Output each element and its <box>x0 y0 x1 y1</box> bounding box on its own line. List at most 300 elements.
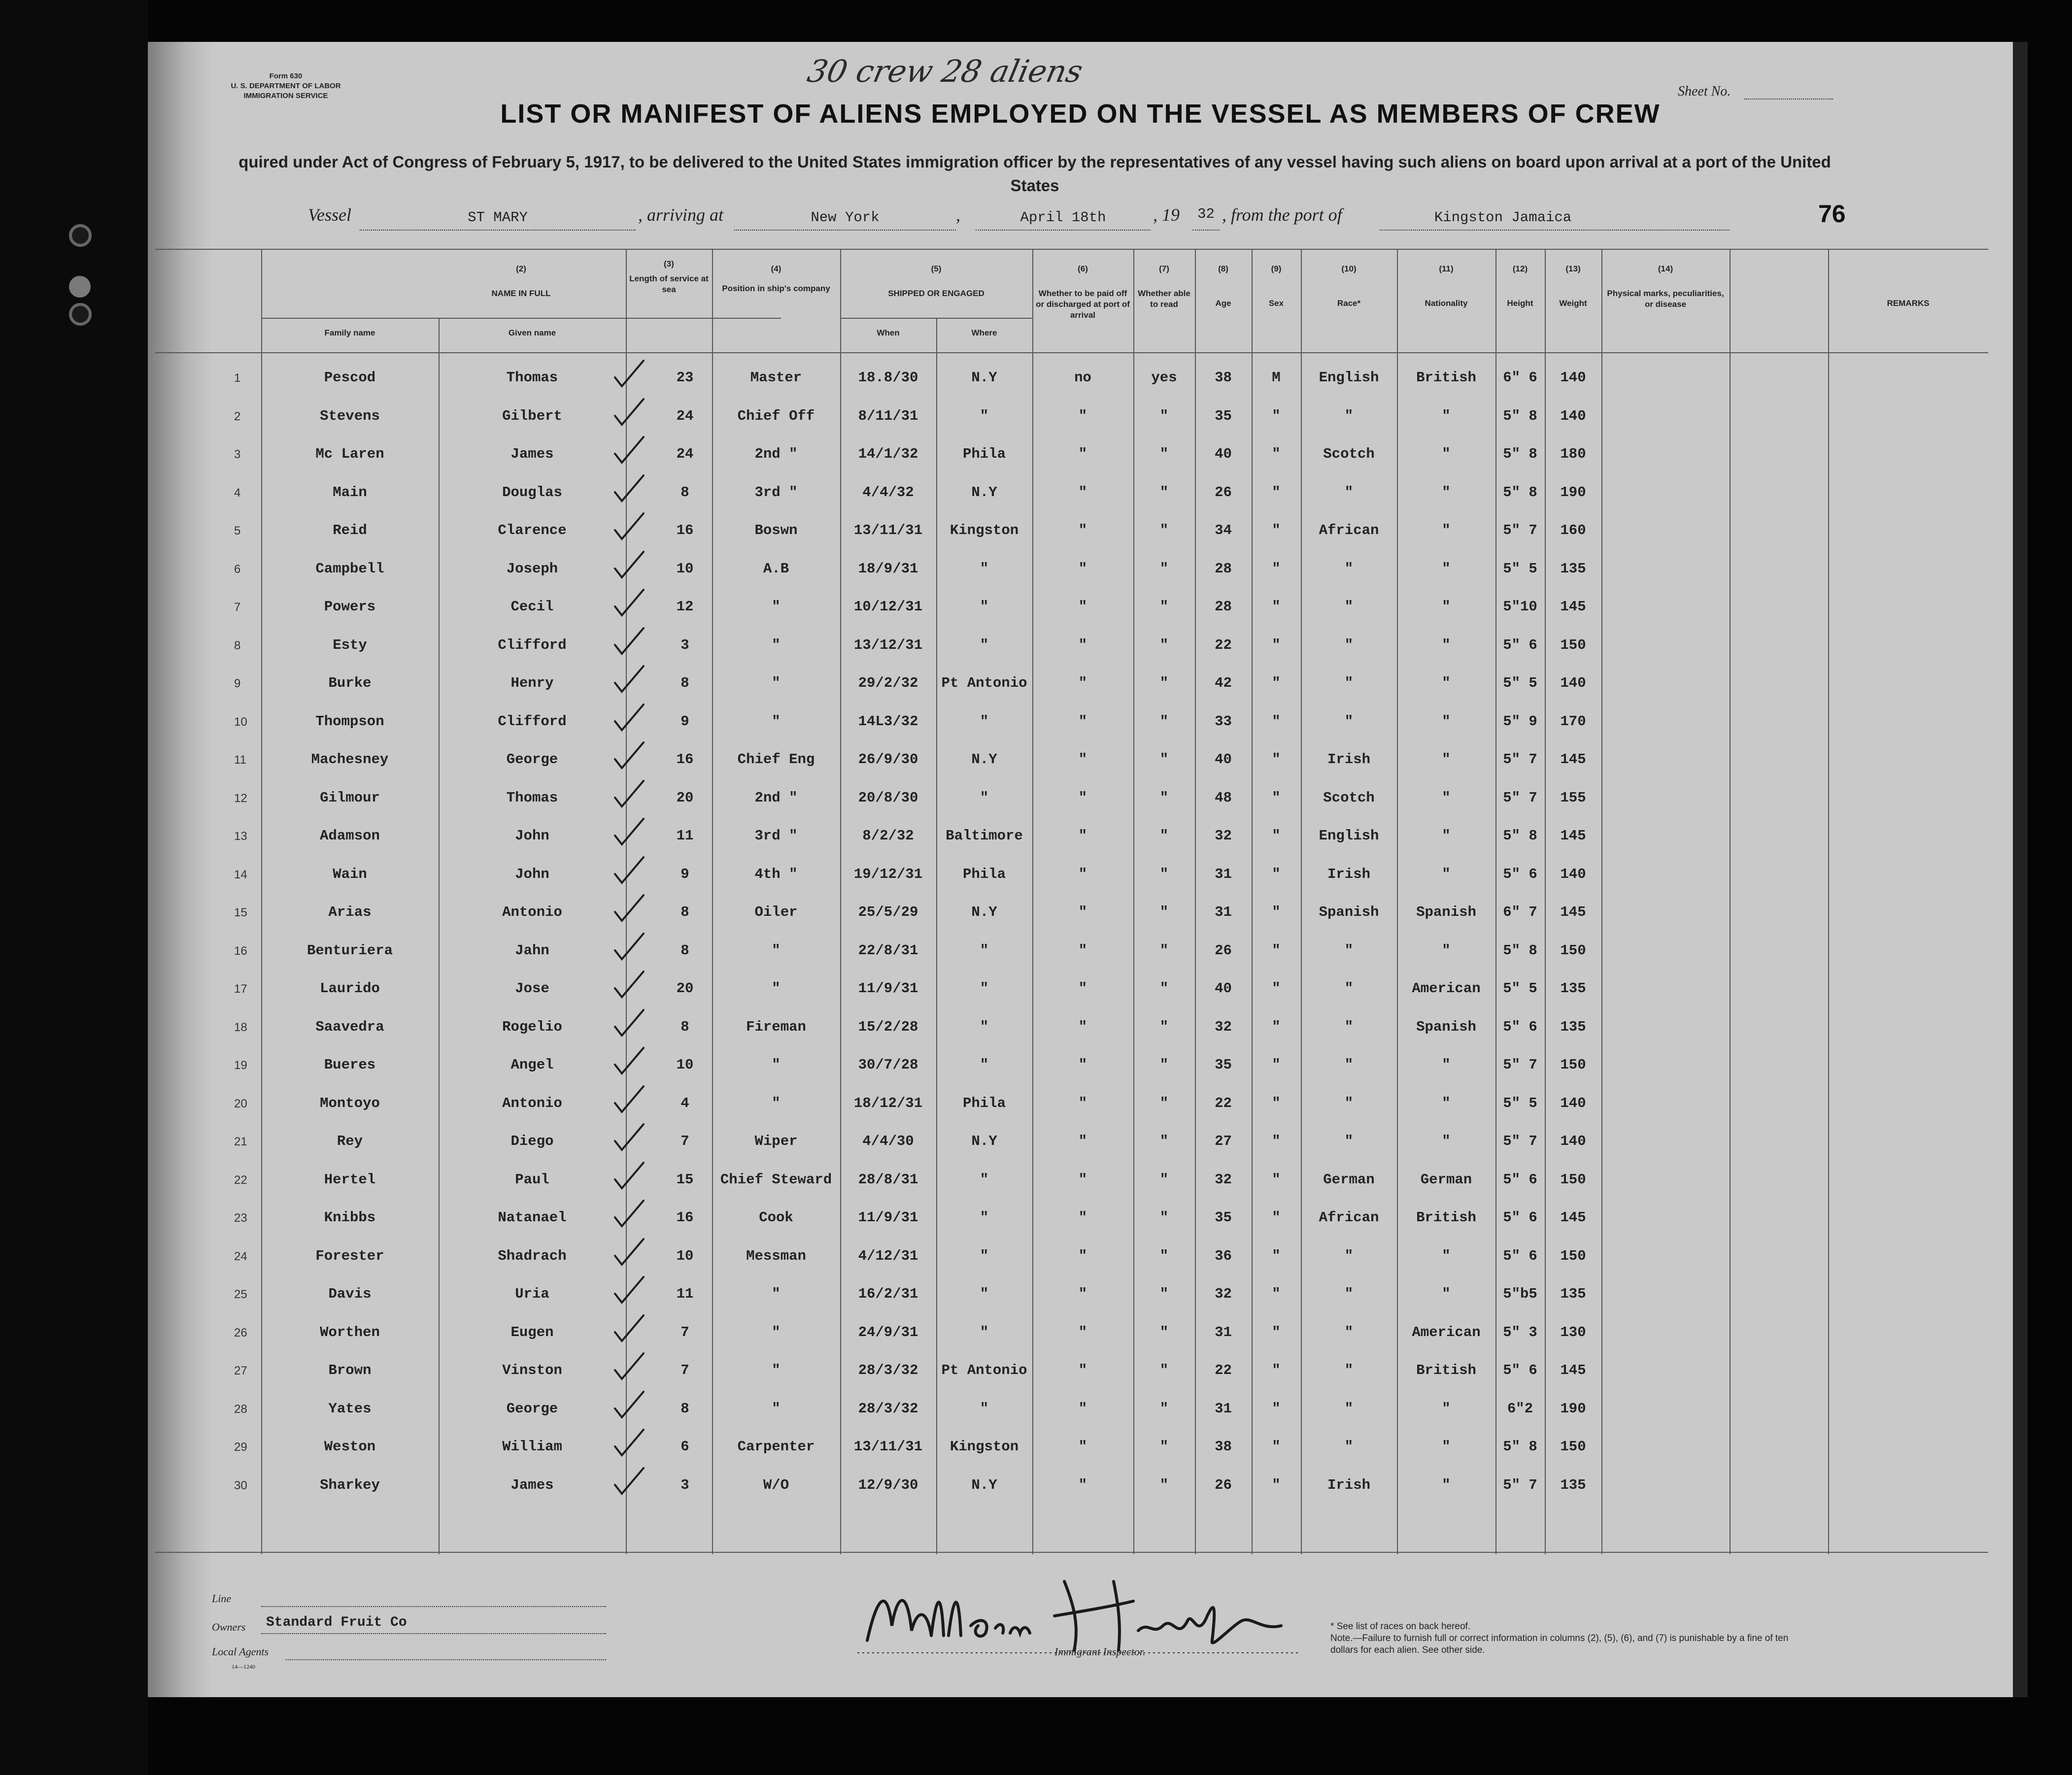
paid-off: " <box>1078 713 1087 730</box>
family-name: Benturiera <box>306 942 393 959</box>
height: 5" 8 <box>1503 1439 1537 1455</box>
nationality: American <box>1412 1324 1481 1340</box>
nationality: " <box>1442 599 1451 615</box>
shipped-where: " <box>980 789 989 806</box>
able-to-read: " <box>1159 980 1169 997</box>
position: Cook <box>759 1209 793 1226</box>
form-code: 14—1240 <box>232 1663 255 1670</box>
check-mark-icon <box>611 779 645 808</box>
check-mark-icon <box>611 626 645 656</box>
vessel-name: ST MARY <box>468 209 528 226</box>
race: " <box>1344 599 1354 615</box>
shipped-when: 25/5/29 <box>858 904 918 920</box>
table-rule <box>261 318 781 319</box>
family-name: Machesney <box>311 751 389 768</box>
race: " <box>1344 1400 1354 1417</box>
shipped-where: Kingston <box>950 522 1019 538</box>
age: 36 <box>1215 1247 1232 1264</box>
check-mark-icon <box>611 664 645 694</box>
binder-strip <box>0 0 148 1775</box>
position: 4th " <box>754 866 798 882</box>
nationality: " <box>1442 789 1451 806</box>
able-to-read: " <box>1159 713 1169 730</box>
family-name: Powers <box>324 599 376 615</box>
col-rule <box>1032 249 1033 1554</box>
hdr-col-10: (10) <box>1341 264 1357 273</box>
sex: M <box>1272 369 1281 386</box>
race: " <box>1344 560 1354 577</box>
length-of-service: 16 <box>676 751 694 768</box>
length-of-service: 7 <box>680 1324 689 1340</box>
sex: " <box>1272 1476 1281 1493</box>
nationality: " <box>1442 713 1451 730</box>
binder-hole <box>69 303 92 326</box>
row-number: 8 <box>234 638 241 652</box>
paid-off: " <box>1078 1095 1087 1111</box>
sex: " <box>1272 636 1281 653</box>
length-of-service: 8 <box>680 675 689 691</box>
hdr-where: Where <box>971 328 997 337</box>
able-to-read: " <box>1159 599 1169 615</box>
paid-off: " <box>1078 1286 1087 1302</box>
length-of-service: 8 <box>680 1400 689 1417</box>
row-number: 21 <box>234 1135 247 1148</box>
sex: " <box>1272 1400 1281 1417</box>
table-rule <box>155 352 1988 353</box>
sex: " <box>1272 904 1281 920</box>
shipped-where: " <box>980 1057 989 1073</box>
height: 5" 6 <box>1503 866 1537 882</box>
length-of-service: 8 <box>680 942 689 959</box>
length-of-service: 9 <box>680 866 689 882</box>
height: 5"b5 <box>1503 1286 1537 1302</box>
check-mark-icon <box>611 397 645 427</box>
hdr-sex: Sex <box>1268 299 1284 308</box>
row-number: 17 <box>234 982 247 996</box>
height: 5" 5 <box>1503 675 1537 691</box>
length-of-service: 10 <box>676 1247 694 1264</box>
given-name: William <box>502 1439 562 1455</box>
nationality: " <box>1442 1286 1451 1302</box>
nationality: Spanish <box>1416 904 1476 920</box>
arriving-field-line <box>734 230 956 231</box>
height: 6" 7 <box>1503 904 1537 920</box>
check-mark-icon <box>611 740 645 770</box>
hdr-nationality: Nationality <box>1425 299 1468 308</box>
hdr-col-4: (4) <box>771 264 781 273</box>
shipped-where: Kingston <box>950 1439 1019 1455</box>
family-name: Stevens <box>320 407 380 424</box>
page-title: LIST OR MANIFEST OF ALIENS EMPLOYED ON THE VESSEL AS MEMBERS OF CREW <box>500 99 1661 129</box>
family-name: Laurido <box>320 980 380 997</box>
paid-off: " <box>1078 1324 1087 1340</box>
race: " <box>1344 1018 1354 1035</box>
family-name: Main <box>333 484 367 501</box>
sex: " <box>1272 599 1281 615</box>
local-agents-label: Local Agents <box>212 1645 269 1658</box>
nationality: Spanish <box>1416 1018 1476 1035</box>
age: 22 <box>1215 1362 1232 1378</box>
given-name: Angel <box>510 1057 554 1073</box>
check-mark-icon <box>611 970 645 999</box>
weight: 140 <box>1560 1133 1586 1149</box>
age: 31 <box>1215 1400 1232 1417</box>
check-mark-icon <box>611 893 645 923</box>
row-number: 19 <box>234 1059 247 1072</box>
shipped-when: 18/12/31 <box>853 1095 923 1111</box>
position: Master <box>750 369 802 386</box>
shipped-when: 10/12/31 <box>853 599 923 615</box>
check-mark-icon <box>611 703 645 732</box>
shipped-when: 30/7/28 <box>858 1057 918 1073</box>
paid-off: " <box>1078 942 1087 959</box>
hdr-col-9: (9) <box>1271 264 1282 273</box>
shipped-when: 26/9/30 <box>858 751 918 768</box>
shipped-where: " <box>980 1171 989 1188</box>
position: Wiper <box>754 1133 798 1149</box>
able-to-read: " <box>1159 1171 1169 1188</box>
sex: " <box>1272 484 1281 501</box>
family-name: Wain <box>333 866 367 882</box>
paid-off: " <box>1078 1209 1087 1226</box>
hdr-age: Age <box>1215 299 1231 308</box>
paid-off: " <box>1078 980 1087 997</box>
nationality: " <box>1442 866 1451 882</box>
sheet-number-label: Sheet No. <box>1678 84 1731 99</box>
height: 5" 7 <box>1503 1476 1537 1493</box>
age: 31 <box>1215 866 1232 882</box>
able-to-read: " <box>1159 1247 1169 1264</box>
nationality: " <box>1442 1439 1451 1455</box>
row-number: 15 <box>234 906 247 919</box>
age: 32 <box>1215 1018 1232 1035</box>
row-number: 4 <box>234 486 241 500</box>
check-mark-icon <box>611 1390 645 1419</box>
row-number: 11 <box>234 753 246 767</box>
table-rule <box>155 249 1988 250</box>
hdr-col-11: (11) <box>1439 264 1454 273</box>
length-of-service: 7 <box>680 1133 689 1149</box>
height: 5" 6 <box>1503 636 1537 653</box>
shipped-where: N.Y <box>971 484 997 501</box>
able-to-read: " <box>1159 560 1169 577</box>
form-identifier: Form 630 U. S. DEPARTMENT OF LABOR IMMIGRATION SERVICE <box>231 72 341 100</box>
position: 2nd " <box>754 789 798 806</box>
given-name: John <box>515 828 549 844</box>
given-name: Joseph <box>506 560 558 577</box>
sex: " <box>1272 1247 1281 1264</box>
paid-off: " <box>1078 522 1087 538</box>
height: 5" 7 <box>1503 1133 1537 1149</box>
weight: 135 <box>1560 980 1586 997</box>
age: 40 <box>1215 751 1232 768</box>
paid-off: " <box>1078 1247 1087 1264</box>
age: 33 <box>1215 713 1232 730</box>
age: 26 <box>1215 1476 1232 1493</box>
table-rule <box>155 1552 1988 1553</box>
paid-off: " <box>1078 1476 1087 1493</box>
row-number: 25 <box>234 1288 247 1301</box>
given-name: George <box>506 751 558 768</box>
paid-off: " <box>1078 751 1087 768</box>
height: 5" 5 <box>1503 1095 1537 1111</box>
position: " <box>772 636 781 653</box>
row-number: 22 <box>234 1173 247 1187</box>
hdr-col-6: (6) <box>1078 264 1088 273</box>
family-name: Hertel <box>324 1171 376 1188</box>
length-of-service: 11 <box>676 1286 694 1302</box>
race: Spanish <box>1319 904 1379 920</box>
check-mark-icon <box>611 1008 645 1038</box>
shipped-where: Phila <box>962 1095 1006 1111</box>
sex: " <box>1272 1362 1281 1378</box>
family-name: Thompson <box>315 713 384 730</box>
length-of-service: 10 <box>676 1057 694 1073</box>
sex: " <box>1272 713 1281 730</box>
position: Boswn <box>754 522 798 538</box>
hdr-col-7: (7) <box>1159 264 1169 273</box>
check-mark-icon <box>611 1084 645 1114</box>
age: 31 <box>1215 904 1232 920</box>
weight: 130 <box>1560 1324 1586 1340</box>
length-of-service: 24 <box>676 407 694 424</box>
race: " <box>1344 1057 1354 1073</box>
height: 6" 6 <box>1503 369 1537 386</box>
age: 35 <box>1215 1057 1232 1073</box>
sex: " <box>1272 1057 1281 1073</box>
check-mark-icon <box>611 359 645 388</box>
agents-field <box>286 1659 606 1660</box>
position: " <box>772 1400 781 1417</box>
race: " <box>1344 1247 1354 1264</box>
weight: 150 <box>1560 942 1586 959</box>
paid-off: " <box>1078 446 1087 462</box>
position: 3rd " <box>754 828 798 844</box>
family-name: Campbell <box>315 560 384 577</box>
paid-off: " <box>1078 1057 1087 1073</box>
nationality: " <box>1442 522 1451 538</box>
given-name: Uria <box>515 1286 549 1302</box>
paid-off: " <box>1078 1362 1087 1378</box>
length-of-service: 4 <box>680 1095 689 1111</box>
length-of-service: 8 <box>680 904 689 920</box>
departure-port: Kingston Jamaica <box>1434 209 1572 226</box>
family-name: Montoyo <box>320 1095 380 1111</box>
from-port-field-line <box>1380 230 1730 231</box>
paid-off: " <box>1078 675 1087 691</box>
hdr-height: Height <box>1507 299 1533 308</box>
race: English <box>1319 828 1379 844</box>
family-name: Yates <box>328 1400 372 1417</box>
age: 35 <box>1215 1209 1232 1226</box>
race: " <box>1344 1439 1354 1455</box>
nationality: " <box>1442 675 1451 691</box>
inspector-label: Immigrant Inspector. <box>1054 1645 1146 1658</box>
length-of-service: 11 <box>676 828 694 844</box>
check-mark-icon <box>611 932 645 961</box>
given-name: Clarence <box>498 522 567 538</box>
hdr-col-14: (14) <box>1658 264 1673 273</box>
nationality: " <box>1442 1133 1451 1149</box>
weight: 170 <box>1560 713 1586 730</box>
race: Irish <box>1327 1476 1370 1493</box>
year-prefix: , 19 <box>1153 205 1180 225</box>
height: 5" 8 <box>1503 484 1537 501</box>
family-name: Worthen <box>320 1324 380 1340</box>
height: 5" 7 <box>1503 522 1537 538</box>
row-number: 10 <box>234 715 247 729</box>
owners-label: Owners <box>212 1621 246 1633</box>
given-name: Shadrach <box>498 1247 567 1264</box>
shipped-where: " <box>980 980 989 997</box>
age: 35 <box>1215 407 1232 424</box>
paid-off: " <box>1078 789 1087 806</box>
sex: " <box>1272 1324 1281 1340</box>
row-number: 12 <box>234 791 247 805</box>
race: English <box>1319 369 1379 386</box>
check-mark-icon <box>611 1046 645 1075</box>
given-name: Douglas <box>502 484 562 501</box>
able-to-read: " <box>1159 1324 1169 1340</box>
vessel-label: Vessel <box>308 205 351 225</box>
race: " <box>1344 675 1354 691</box>
race: " <box>1344 1362 1354 1378</box>
arrival-date: April 18th <box>1020 209 1106 226</box>
paid-off: " <box>1078 484 1087 501</box>
length-of-service: 16 <box>676 522 694 538</box>
shipped-when: 20/8/30 <box>858 789 918 806</box>
able-to-read: " <box>1159 1057 1169 1073</box>
nationality: American <box>1412 980 1481 997</box>
row-number: 28 <box>234 1402 247 1416</box>
age: 26 <box>1215 484 1232 501</box>
shipped-when: 28/3/32 <box>858 1362 918 1378</box>
shipped-where: N.Y <box>971 904 997 920</box>
hdr-length-of-service: Length of service at sea <box>629 274 709 294</box>
check-mark-icon <box>611 1428 645 1457</box>
col-rule <box>1195 249 1196 1554</box>
race: " <box>1344 1133 1354 1149</box>
paid-off: " <box>1078 560 1087 577</box>
race: " <box>1344 407 1354 424</box>
shipped-where: " <box>980 1324 989 1340</box>
weight: 140 <box>1560 675 1586 691</box>
age: 26 <box>1215 942 1232 959</box>
sex: " <box>1272 407 1281 424</box>
line-label: Line <box>212 1592 232 1605</box>
year-field-line <box>1192 230 1220 231</box>
shipped-when: 14/1/32 <box>858 446 918 462</box>
shipped-when: 18/9/31 <box>858 560 918 577</box>
able-to-read: " <box>1159 942 1169 959</box>
paid-off: " <box>1078 1171 1087 1188</box>
age: 32 <box>1215 1171 1232 1188</box>
position: Carpenter <box>737 1439 815 1455</box>
given-name: James <box>510 1476 554 1493</box>
hdr-weight: Weight <box>1559 299 1587 308</box>
sex: " <box>1272 1018 1281 1035</box>
shipped-where: N.Y <box>971 1476 997 1493</box>
length-of-service: 8 <box>680 1018 689 1035</box>
hdr-col-3: (3) <box>664 259 674 268</box>
handwritten-crew-count: 30 crew 28 aliens <box>804 53 1086 89</box>
weight: 150 <box>1560 1439 1586 1455</box>
weight: 145 <box>1560 599 1586 615</box>
weight: 155 <box>1560 789 1586 806</box>
shipped-when: 24/9/31 <box>858 1324 918 1340</box>
row-number: 16 <box>234 944 247 958</box>
line-field <box>261 1606 606 1607</box>
length-of-service: 15 <box>676 1171 694 1188</box>
col-rule <box>1730 249 1731 1554</box>
col-rule <box>1133 249 1134 1554</box>
binder-hole <box>69 224 92 247</box>
family-name: Arias <box>328 904 372 920</box>
footnote: * See list of races on back hereof. Note.—Failure to furnish full or correct information in columns (2), (5), (6), and (7) is punishable by a fine of ten dollars for each alien. See other side. <box>1330 1621 1789 1655</box>
weight: 160 <box>1560 522 1586 538</box>
paid-off: " <box>1078 407 1087 424</box>
height: 5" 6 <box>1503 1247 1537 1264</box>
shipped-when: 4/4/30 <box>862 1133 914 1149</box>
shipped-when: 11/9/31 <box>858 980 918 997</box>
row-number: 26 <box>234 1326 247 1340</box>
age: 32 <box>1215 828 1232 844</box>
position: Chief Eng <box>737 751 815 768</box>
given-name: Vinston <box>502 1362 562 1378</box>
age: 40 <box>1215 980 1232 997</box>
height: 5" 6 <box>1503 1209 1537 1226</box>
check-mark-icon <box>611 1161 645 1190</box>
weight: 140 <box>1560 407 1586 424</box>
sex: " <box>1272 675 1281 691</box>
able-to-read: " <box>1159 1400 1169 1417</box>
height: 5" 6 <box>1503 1171 1537 1188</box>
family-name: Brown <box>328 1362 372 1378</box>
nationality: German <box>1420 1171 1472 1188</box>
shipped-when: 13/11/31 <box>853 522 923 538</box>
check-mark-icon <box>611 1237 645 1267</box>
position: " <box>772 1324 781 1340</box>
age: 38 <box>1215 369 1232 386</box>
weight: 150 <box>1560 1171 1586 1188</box>
hdr-paid-off: Whether to be paid off or discharged at port of arrival <box>1036 289 1130 320</box>
hdr-when: When <box>877 328 900 337</box>
col-rule <box>840 249 841 1554</box>
nationality: British <box>1416 1362 1476 1378</box>
family-name: Gilmour <box>320 789 380 806</box>
sex: " <box>1272 1286 1281 1302</box>
arrival-port: New York <box>811 209 880 226</box>
length-of-service: 6 <box>680 1439 689 1455</box>
position: 2nd " <box>754 446 798 462</box>
age: 28 <box>1215 599 1232 615</box>
paid-off: " <box>1078 599 1087 615</box>
race: Irish <box>1327 751 1370 768</box>
age: 32 <box>1215 1286 1232 1302</box>
check-mark-icon <box>611 511 645 541</box>
weight: 135 <box>1560 1018 1586 1035</box>
hdr-shipped-or-engaged: SHIPPED OR ENGAGED <box>888 289 985 298</box>
age: 34 <box>1215 522 1232 538</box>
hdr-name-in-full: NAME IN FULL <box>491 289 551 298</box>
nationality: " <box>1442 942 1451 959</box>
paid-off: " <box>1078 636 1087 653</box>
weight: 140 <box>1560 1095 1586 1111</box>
hdr-col-5: (5) <box>931 264 942 273</box>
nationality: " <box>1442 1400 1451 1417</box>
race: " <box>1344 1095 1354 1111</box>
age: 38 <box>1215 1439 1232 1455</box>
